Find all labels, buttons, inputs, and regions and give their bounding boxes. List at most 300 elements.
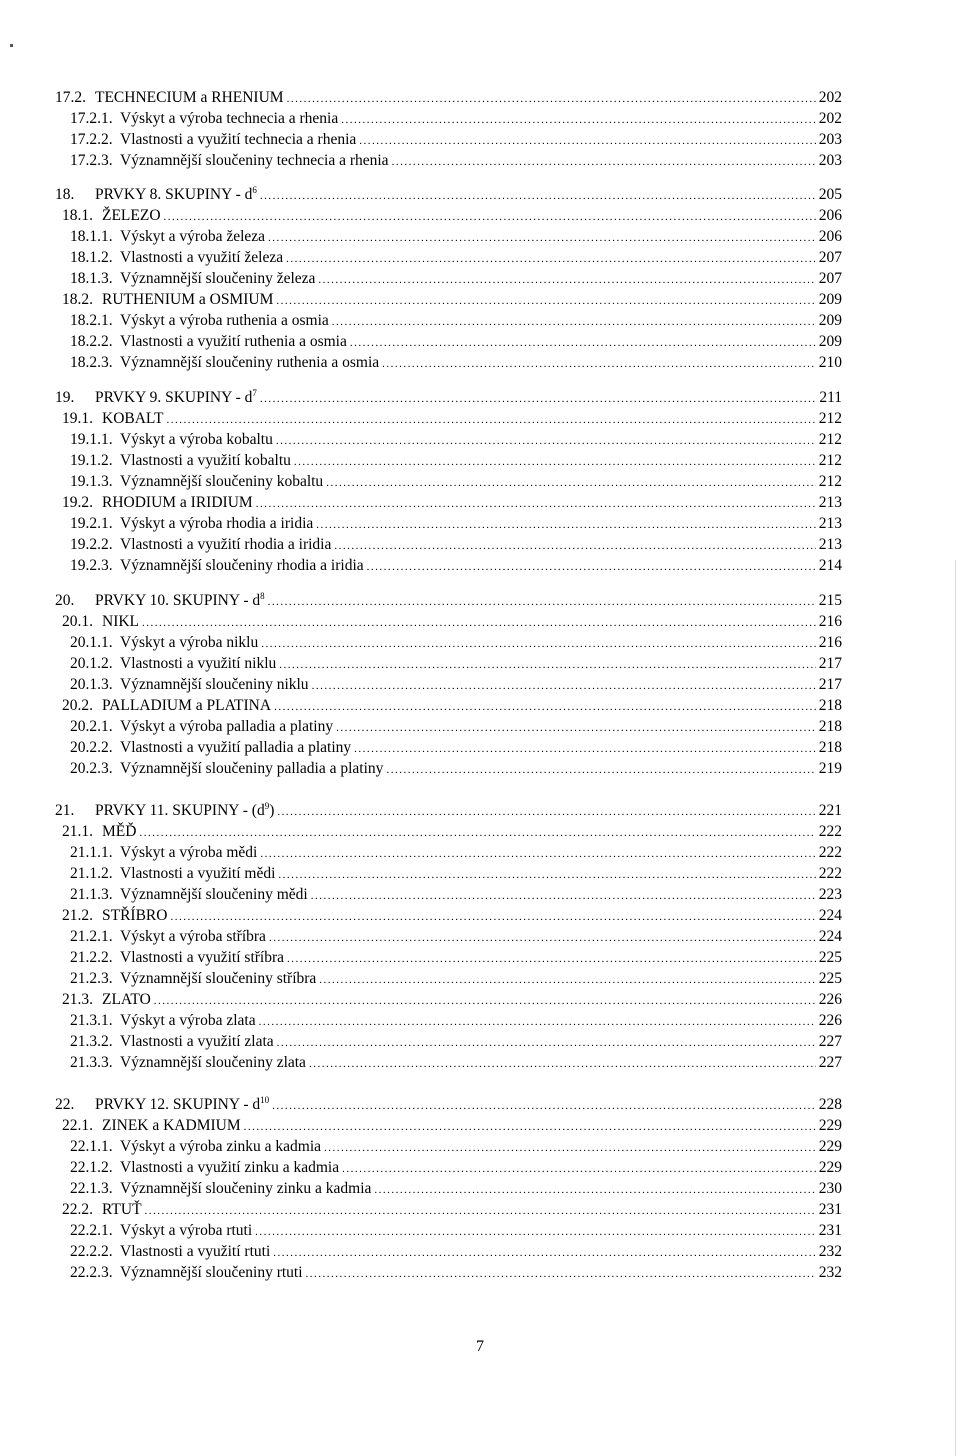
toc-entry-page: 206 xyxy=(818,207,842,224)
toc-entry-title xyxy=(102,612,139,632)
toc-entry-title xyxy=(120,1032,274,1052)
toc-entry-page: 223 xyxy=(818,886,842,903)
toc-entry-page: 231 xyxy=(818,1201,842,1218)
toc-dot-leader xyxy=(306,1264,816,1284)
toc-entry-number: 20.1.1. xyxy=(70,634,113,651)
toc-dot-leader xyxy=(274,697,816,717)
toc-entry xyxy=(55,1095,842,1115)
toc-entry-page: 222 xyxy=(818,865,842,882)
toc-entry-page: 218 xyxy=(818,697,842,714)
toc-entry xyxy=(70,843,842,863)
toc-dot-leader xyxy=(334,536,816,556)
toc-entry-title xyxy=(120,1158,339,1178)
toc-entry xyxy=(70,130,842,150)
toc-dot-leader xyxy=(294,452,816,472)
toc-entry-title xyxy=(102,696,271,716)
toc-entry xyxy=(70,738,842,758)
toc-entry-number: 22.1.2. xyxy=(70,1159,113,1176)
toc-entry xyxy=(70,535,842,555)
toc-entry-number: 21.2.1. xyxy=(70,928,113,945)
toc-entry xyxy=(62,1200,842,1220)
toc-entry xyxy=(62,822,842,842)
toc-dot-leader xyxy=(268,228,816,248)
toc-entry-page: 203 xyxy=(818,152,842,169)
toc-entry-number: 21.2.3. xyxy=(70,970,113,987)
toc-entry-title-text: Vlastnosti a využití niklu xyxy=(120,655,277,672)
toc-entry-number: 21.3. xyxy=(62,991,93,1008)
toc-entry xyxy=(55,388,842,408)
toc-entry-page: 229 xyxy=(818,1159,842,1176)
toc-dot-leader xyxy=(392,152,816,172)
toc-entry-title-text: KOBALT xyxy=(102,410,164,427)
toc-entry-title-text: STŘÍBRO xyxy=(102,907,168,924)
toc-dot-leader xyxy=(139,823,816,843)
toc-entry xyxy=(70,969,842,989)
toc-entry-title-text: Významnější sloučeniny technecia a rhenia xyxy=(120,152,389,169)
toc-entry xyxy=(70,556,842,576)
toc-entry-title-text: NIKL xyxy=(102,613,140,630)
toc-entry-title xyxy=(120,1221,252,1241)
toc-entry-title-text: ZINEK a KADMIUM xyxy=(102,1117,241,1134)
toc-entry xyxy=(62,990,842,1010)
toc-dot-leader xyxy=(354,739,816,759)
toc-entry-number: 22.2. xyxy=(62,1201,93,1218)
toc-dot-leader xyxy=(316,515,816,535)
toc-entry-page: 213 xyxy=(818,494,842,511)
toc-entry-title-text: Výskyt a výroba kobaltu xyxy=(120,431,273,448)
toc-entry-page: 227 xyxy=(818,1054,842,1071)
toc-entry-number: 19.2.1. xyxy=(70,515,113,532)
toc-entry-number: 21.1.3. xyxy=(70,886,113,903)
toc-entry-page: 224 xyxy=(818,928,842,945)
toc-entry-number: 17.2.1. xyxy=(70,110,113,127)
toc-entry-title xyxy=(120,675,309,695)
toc-entry xyxy=(70,927,842,947)
toc-entry-number: 21.3.3. xyxy=(70,1054,113,1071)
toc-entry-title xyxy=(102,1116,241,1136)
toc-dot-leader xyxy=(244,1117,816,1137)
toc-entry-title xyxy=(120,269,315,289)
toc-entry-title-text: Výskyt a výroba mědi xyxy=(120,844,258,861)
toc-entry xyxy=(70,1221,842,1241)
toc-entry-title-text: RTUŤ xyxy=(102,1201,142,1218)
toc-entry-superscript: 6 xyxy=(252,185,257,195)
toc-entry xyxy=(70,1242,842,1262)
toc-entry-title-text: PRVKY 9. SKUPINY - d xyxy=(95,389,253,406)
toc-entry xyxy=(70,1263,842,1283)
toc-entry-title xyxy=(95,88,284,108)
toc-entry-title-text: PRVKY 8. SKUPINY - d xyxy=(95,186,253,203)
toc-entry xyxy=(70,430,842,450)
toc-dot-leader xyxy=(272,1096,816,1116)
toc-entry-title xyxy=(95,388,257,408)
toc-entry-title xyxy=(102,822,136,842)
toc-entry-page: 206 xyxy=(818,228,842,245)
toc-entry-title xyxy=(102,493,253,513)
toc-dot-leader xyxy=(374,1180,816,1200)
toc-entry-page: 212 xyxy=(818,473,842,490)
toc-entry-title-text: RHODIUM a IRIDIUM xyxy=(102,494,253,511)
toc-entry-page: 225 xyxy=(818,949,842,966)
toc-entry-title xyxy=(120,430,273,450)
toc-entry-number: 22.1.3. xyxy=(70,1180,113,1197)
toc-entry-title xyxy=(120,1011,256,1031)
toc-entry xyxy=(55,185,842,205)
toc-entry-title-text: Vlastnosti a využití zlata xyxy=(120,1033,274,1050)
toc-entry-title-text: PRVKY 11. SKUPINY - (d xyxy=(95,802,265,819)
toc-entry-title-text: TECHNECIUM a RHENIUM xyxy=(95,89,284,106)
toc-entry-title xyxy=(120,1137,321,1157)
toc-entry-title-suffix: ) xyxy=(269,802,275,819)
toc-entry-title xyxy=(120,130,356,150)
toc-dot-leader xyxy=(287,89,816,109)
toc-entry-number: 22. xyxy=(55,1096,75,1113)
toc-entry xyxy=(70,1011,842,1031)
toc-dot-leader xyxy=(145,1201,816,1221)
toc-entry-number: 17.2.3. xyxy=(70,152,113,169)
toc-entry-title-text: Vlastnosti a využití mědi xyxy=(120,865,276,882)
toc-entry-title xyxy=(120,948,284,968)
toc-dot-leader xyxy=(341,110,816,130)
toc-entry-title-text: Významnější sloučeniny niklu xyxy=(120,676,309,693)
toc-entry-page: 212 xyxy=(818,452,842,469)
toc-entry-title-text: Výskyt a výroba zlata xyxy=(120,1012,256,1029)
toc-entry-title-text: Výskyt a výroba technecia a rhenia xyxy=(120,110,339,127)
toc-entry-number: 18.1. xyxy=(62,207,93,224)
toc-entry-number: 20.1.3. xyxy=(70,676,113,693)
toc-entry-number: 22.1. xyxy=(62,1117,93,1134)
toc-dot-leader xyxy=(276,291,816,311)
toc-entry-page: 232 xyxy=(818,1264,842,1281)
toc-entry-page: 222 xyxy=(818,844,842,861)
toc-entry-number: 20.1.2. xyxy=(70,655,113,672)
toc-entry xyxy=(70,1158,842,1178)
toc-entry-page: 222 xyxy=(818,823,842,840)
toc-entry-number: 22.1.1. xyxy=(70,1138,113,1155)
toc-entry-number: 18.1.2. xyxy=(70,249,113,266)
toc-entry xyxy=(62,409,842,429)
toc-entry-page: 227 xyxy=(818,1033,842,1050)
toc-entry-number: 21.3.1. xyxy=(70,1012,113,1029)
toc-entry-number: 21.2. xyxy=(62,907,93,924)
toc-entry-number: 17.2.2. xyxy=(70,131,113,148)
toc-entry-page: 213 xyxy=(818,536,842,553)
toc-entry-superscript: 10 xyxy=(260,1095,270,1105)
toc-entry-page: 203 xyxy=(818,131,842,148)
toc-dot-leader xyxy=(359,131,816,151)
toc-entry xyxy=(62,612,842,632)
toc-dot-leader xyxy=(312,676,816,696)
toc-entry-number: 17.2. xyxy=(55,89,86,106)
toc-dot-leader xyxy=(142,613,816,633)
toc-entry xyxy=(70,451,842,471)
toc-dot-leader xyxy=(260,186,816,206)
toc-entry-title-text: Výskyt a výroba stříbra xyxy=(120,928,266,945)
toc-dot-leader xyxy=(286,249,816,269)
toc-entry xyxy=(55,88,842,108)
toc-entry-number: 19.1.2. xyxy=(70,452,113,469)
toc-entry-title xyxy=(120,1263,303,1283)
toc-entry-title-text: Významnější sloučeniny rtuti xyxy=(120,1264,303,1281)
toc-entry-title xyxy=(120,1242,270,1262)
toc-entry-title-text: Výskyt a výroba rtuti xyxy=(120,1222,253,1239)
toc-entry-number: 19.1.1. xyxy=(70,431,113,448)
toc-entry xyxy=(70,948,842,968)
toc-entry-title xyxy=(120,311,329,331)
toc-entry-title xyxy=(120,227,265,247)
toc-entry-number: 22.2.2. xyxy=(70,1243,113,1260)
page-number: 7 xyxy=(476,1338,484,1355)
toc-entry-title xyxy=(120,514,313,534)
toc-dot-leader xyxy=(277,1033,816,1053)
toc-entry-page: 209 xyxy=(818,312,842,329)
toc-entry-title xyxy=(102,1200,142,1220)
toc-entry xyxy=(70,227,842,247)
toc-dot-leader xyxy=(336,718,816,738)
toc-dot-leader xyxy=(324,1138,816,1158)
toc-entry-title xyxy=(120,1053,306,1073)
toc-entry-number: 21.1.1. xyxy=(70,844,113,861)
toc-entry-number: 21.1.2. xyxy=(70,865,113,882)
toc-entry xyxy=(70,885,842,905)
toc-entry-title-text: Výskyt a výroba niklu xyxy=(120,634,259,651)
toc-entry xyxy=(70,151,842,171)
toc-entry xyxy=(70,248,842,268)
toc-entry xyxy=(70,1053,842,1073)
toc-entry xyxy=(70,633,842,653)
toc-dot-leader xyxy=(367,557,816,577)
toc-entry xyxy=(62,493,842,513)
toc-dot-leader xyxy=(350,333,816,353)
toc-entry-title xyxy=(120,1179,371,1199)
toc-entry-page: 207 xyxy=(818,249,842,266)
toc-entry-title-text: Významnější sloučeniny ruthenia a osmia xyxy=(120,354,380,371)
toc-entry-title xyxy=(102,990,151,1010)
toc-entry-title xyxy=(95,185,257,205)
toc-entry-page: 218 xyxy=(818,739,842,756)
toc-entry-title xyxy=(95,801,274,821)
toc-entry-number: 19.2.3. xyxy=(70,557,113,574)
toc-entry-title xyxy=(95,591,265,611)
toc-entry-title-text: ZLATO xyxy=(102,991,151,1008)
toc-entry-title-text: Výskyt a výroba palladia a platiny xyxy=(120,718,334,735)
toc-entry xyxy=(70,353,842,373)
toc-entry-page: 230 xyxy=(818,1180,842,1197)
toc-dot-leader xyxy=(287,949,816,969)
toc-entry xyxy=(70,675,842,695)
toc-entry-page: 221 xyxy=(818,802,842,819)
scan-edge-line xyxy=(955,560,956,1456)
toc-entry-title xyxy=(120,109,338,129)
toc-entry-number: 18.2.3. xyxy=(70,354,113,371)
toc-entry-title xyxy=(120,654,276,674)
toc-entry xyxy=(55,591,842,611)
toc-entry-title-text: Výskyt a výroba ruthenia a osmia xyxy=(120,312,329,329)
toc-entry xyxy=(70,472,842,492)
toc-dot-leader xyxy=(154,991,816,1011)
toc-entry-page: 232 xyxy=(818,1243,842,1260)
toc-dot-leader xyxy=(279,655,816,675)
toc-entry-number: 20.2.1. xyxy=(70,718,113,735)
toc-entry xyxy=(62,206,842,226)
toc-entry-page: 228 xyxy=(818,1096,842,1113)
toc-entry xyxy=(70,109,842,129)
toc-entry-page: 210 xyxy=(818,354,842,371)
scan-speck xyxy=(10,44,13,47)
toc-entry-page: 226 xyxy=(818,1012,842,1029)
toc-entry-page: 216 xyxy=(818,634,842,651)
toc-entry-page: 212 xyxy=(818,431,842,448)
toc-entry-page: 215 xyxy=(818,592,842,609)
toc-dot-leader xyxy=(382,354,816,374)
toc-entry-number: 21.3.2. xyxy=(70,1033,113,1050)
toc-entry xyxy=(70,514,842,534)
toc-entry-number: 19.2. xyxy=(62,494,93,511)
toc-entry xyxy=(70,269,842,289)
toc-entry-page: 207 xyxy=(818,270,842,287)
toc-entry-superscript: 9 xyxy=(264,801,270,811)
toc-entry-title-text: PRVKY 10. SKUPINY - d xyxy=(95,592,261,609)
toc-entry-title-text: Významnější sloučeniny kobaltu xyxy=(120,473,324,490)
toc-entry-title-text: PRVKY 12. SKUPINY - d xyxy=(95,1096,261,1113)
toc-entry-number: 19.2.2. xyxy=(70,536,113,553)
toc-entry-title xyxy=(102,409,163,429)
toc-entry-title-text: Výskyt a výroba zinku a kadmia xyxy=(120,1138,322,1155)
toc-dot-leader xyxy=(326,473,816,493)
toc-entry-title-text: Vlastnosti a využití ruthenia a osmia xyxy=(120,333,347,350)
toc-entry-title xyxy=(120,248,283,268)
toc-entry-title-text: Významnější sloučeniny zlata xyxy=(120,1054,306,1071)
toc-entry-number: 20.2.2. xyxy=(70,739,113,756)
toc-dot-leader xyxy=(318,270,816,290)
toc-entry-page: 202 xyxy=(818,110,842,127)
toc-entry-number: 19.1. xyxy=(62,410,93,427)
toc-entry-title-text: Významnější sloučeniny rhodia a iridia xyxy=(120,557,364,574)
toc-entry-title xyxy=(120,969,316,989)
toc-entry-superscript: 8 xyxy=(260,591,265,601)
toc-entry xyxy=(55,801,842,821)
toc-entry-title xyxy=(120,451,291,471)
toc-dot-leader xyxy=(319,970,816,990)
toc-dot-leader xyxy=(260,389,816,409)
toc-entry-page: 225 xyxy=(818,970,842,987)
toc-entry-title xyxy=(120,738,351,758)
toc-entry-number: 18.2.1. xyxy=(70,312,113,329)
toc-entry xyxy=(62,906,842,926)
toc-entry xyxy=(70,1179,842,1199)
toc-dot-leader xyxy=(164,207,816,227)
toc-entry xyxy=(62,696,842,716)
toc-entry-page: 219 xyxy=(818,760,842,777)
toc-entry-page: 226 xyxy=(818,991,842,1008)
toc-entry-title-text: Vlastnosti a využití železa xyxy=(120,249,284,266)
toc-entry-title xyxy=(102,206,161,226)
toc-entry-title-text: Vlastnosti a využití stříbra xyxy=(120,949,285,966)
toc-entry-title xyxy=(120,717,333,737)
toc-dot-leader xyxy=(259,1012,816,1032)
toc-dot-leader xyxy=(256,494,816,514)
toc-entry-page: 211 xyxy=(819,389,842,406)
toc-entry xyxy=(62,1116,842,1136)
toc-entry-title-text: ŽELEZO xyxy=(102,207,161,224)
toc-entry-page: 209 xyxy=(818,333,842,350)
toc-entry-title-text: Vlastnosti a využití rtuti xyxy=(120,1243,271,1260)
toc-entry-title xyxy=(120,151,389,171)
toc-dot-leader xyxy=(269,928,816,948)
toc-entry-title xyxy=(120,556,364,576)
toc-entry-page: 213 xyxy=(818,515,842,532)
toc-entry-number: 21. xyxy=(55,802,75,819)
toc-entry-title-text: Významnější sloučeniny mědi xyxy=(120,886,308,903)
toc-dot-leader xyxy=(276,431,816,451)
toc-entry-title-text: Významnější sloučeniny palladia a platiny xyxy=(120,760,384,777)
toc-entry-title xyxy=(120,472,323,492)
toc-entry-title-text: MĚĎ xyxy=(102,823,137,840)
toc-dot-leader xyxy=(260,844,816,864)
toc-entry-title-text: Vlastnosti a využití rhodia a iridia xyxy=(120,536,332,553)
toc-entry-title-text: Vlastnosti a využití technecia a rhenia xyxy=(120,131,357,148)
toc-entry-title xyxy=(120,885,308,905)
toc-entry-superscript: 7 xyxy=(252,388,257,398)
toc-entry-title-text: Výskyt a výroba železa xyxy=(120,228,266,245)
toc-entry-title-text: Vlastnosti a využití kobaltu xyxy=(120,452,291,469)
toc-entry xyxy=(70,759,842,779)
toc-entry-page: 214 xyxy=(818,557,842,574)
toc-entry-page: 202 xyxy=(818,89,842,106)
toc-entry-page: 231 xyxy=(818,1222,842,1239)
toc-entry-title xyxy=(120,535,331,555)
toc-entry-title-text: Vlastnosti a využití palladia a platiny xyxy=(120,739,352,756)
toc-dot-leader xyxy=(255,1222,816,1242)
toc-entry-title xyxy=(95,1095,269,1115)
toc-entry xyxy=(70,717,842,737)
toc-entry-title xyxy=(120,759,383,779)
toc-entry-title xyxy=(120,353,379,373)
toc-entry-title xyxy=(120,927,266,947)
toc-entry-number: 19.1.3. xyxy=(70,473,113,490)
toc-entry-number: 18.2.2. xyxy=(70,333,113,350)
toc-entry xyxy=(62,290,842,310)
toc-entry-number: 18.1.1. xyxy=(70,228,113,245)
toc-dot-leader xyxy=(166,410,816,430)
toc-entry-page: 205 xyxy=(818,186,842,203)
toc-dot-leader xyxy=(273,1243,816,1263)
toc-dot-leader xyxy=(332,312,816,332)
toc-entry xyxy=(70,311,842,331)
toc-entry xyxy=(70,654,842,674)
toc-dot-leader xyxy=(268,592,816,612)
toc-entry-number: 20.2. xyxy=(62,697,93,714)
toc-entry-number: 21.2.2. xyxy=(70,949,113,966)
toc-entry-title xyxy=(120,843,257,863)
toc-dot-leader xyxy=(342,1159,816,1179)
toc-entry-number: 19. xyxy=(55,389,75,406)
toc-entry-number: 21.1. xyxy=(62,823,93,840)
toc-dot-leader xyxy=(261,634,816,654)
toc-entry xyxy=(70,864,842,884)
toc-entry-page: 229 xyxy=(818,1138,842,1155)
toc-entry-title xyxy=(120,864,275,884)
toc-entry-number: 22.2.3. xyxy=(70,1264,113,1281)
toc-entry-number: 22.2.1. xyxy=(70,1222,113,1239)
toc-entry-title-text: Významnější sloučeniny železa xyxy=(120,270,316,287)
toc-entry xyxy=(70,1032,842,1052)
toc-entry-page: 224 xyxy=(818,907,842,924)
toc-entry-number: 20. xyxy=(55,592,75,609)
toc-dot-leader xyxy=(170,907,816,927)
toc-entry-page: 216 xyxy=(818,613,842,630)
toc-entry-title xyxy=(102,906,167,926)
